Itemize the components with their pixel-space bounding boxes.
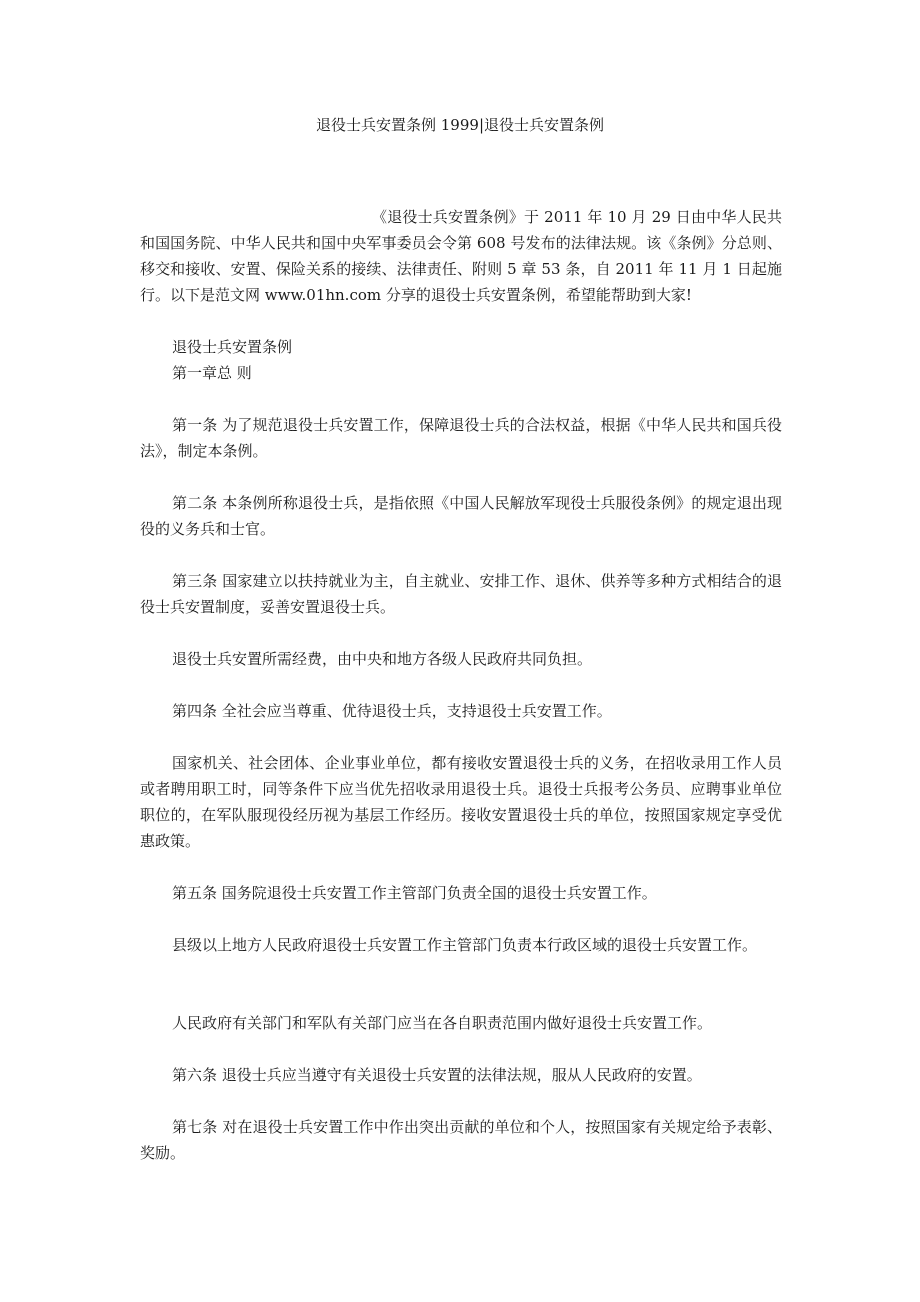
intro-paragraph: 《退役士兵安置条例》于 2011 年 10 月 29 日由中华人民共和国国务院、中华人民共和国中央军事委员会令第 608 号发布的法律法规。该《条例》分总则、移交和接收、安置、保险关系的接续、法律责任、附则 5 章 53 条，自 2011 年 11 月 1 日起施行。以下是范文网 www.01hn.com 分享的退役士兵安置条例，希望能帮助到大家! <box>140 208 782 304</box>
article-3-funding: 退役士兵安置所需经费，由中央和地方各级人民政府共同负担。 <box>172 650 593 668</box>
regulation-heading: 退役士兵安置条例 <box>172 338 293 356</box>
article-5-departments: 人民政府有关部门和军队有关部门应当在各自职责范围内做好退役士兵安置工作。 <box>172 1014 713 1032</box>
article-3: 第三条 国家建立以扶持就业为主，自主就业、安排工作、退休、供养等多种方式相结合的退役士兵安置制度，妥善安置退役士兵。 <box>140 572 782 616</box>
document-title: 退役士兵安置条例 1999|退役士兵安置条例 <box>316 116 604 134</box>
article-5: 第五条 国务院退役士兵安置工作主管部门负责全国的退役士兵安置工作。 <box>172 884 657 902</box>
article-5-local: 县级以上地方人民政府退役士兵安置工作主管部门负责本行政区域的退役士兵安置工作。 <box>172 936 758 954</box>
article-7: 第七条 对在退役士兵安置工作中作出突出贡献的单位和个人，按照国家有关规定给予表彰、奖励。 <box>140 1118 782 1162</box>
article-4: 第四条 全社会应当尊重、优待退役士兵，支持退役士兵安置工作。 <box>172 702 612 720</box>
article-4-obligations: 国家机关、社会团体、企业事业单位，都有接收安置退役士兵的义务，在招收录用工作人员或者聘用职工时，同等条件下应当优先招收录用退役士兵。退役士兵报考公务员、应聘事业单位职位的，在军队服现役经历视为基层工作经历。接收安置退役士兵的单位，按照国家规定享受优惠政策。 <box>140 754 782 850</box>
chapter-heading: 第一章总 则 <box>172 364 252 382</box>
article-6: 第六条 退役士兵应当遵守有关退役士兵安置的法律法规，服从人民政府的安置。 <box>172 1066 702 1084</box>
article-1: 第一条 为了规范退役士兵安置工作，保障退役士兵的合法权益，根据《中华人民共和国兵役法》，制定本条例。 <box>140 416 782 460</box>
article-2: 第二条 本条例所称退役士兵，是指依照《中国人民解放军现役士兵服役条例》的规定退出现役的义务兵和士官。 <box>140 494 782 538</box>
